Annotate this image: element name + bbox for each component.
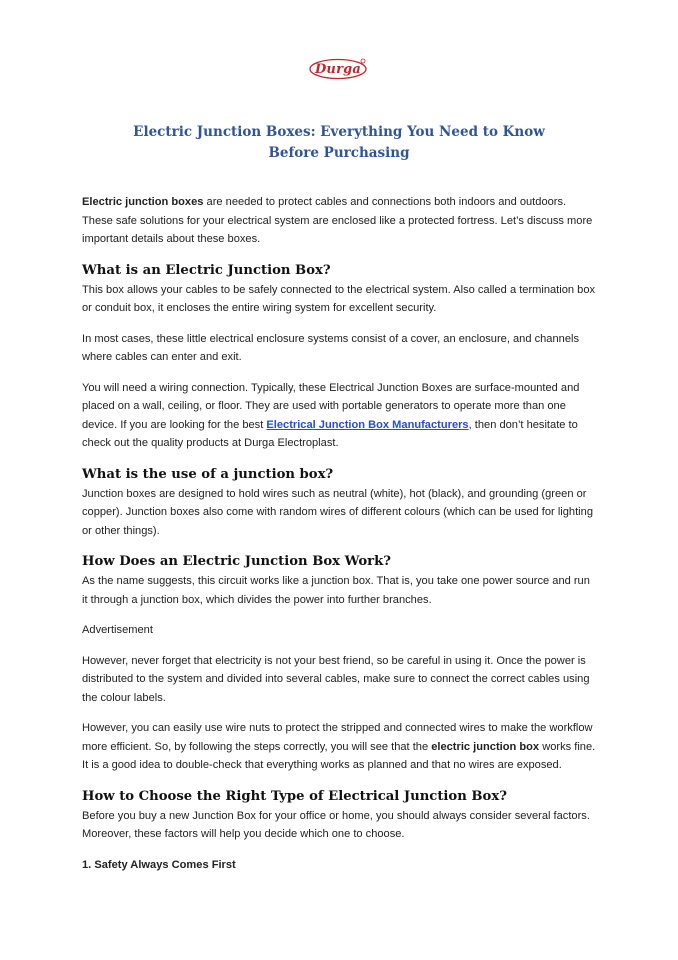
s3-p3-text-after: works fine. It is a good idea to double-check that everything works as planned and that no wires are exposed. [82, 740, 596, 771]
s1-paragraph-3 [82, 379, 598, 453]
article-body [82, 193, 598, 874]
s2-paragraph-1: Junction boxes are designed to hold wires such as neutral (white), hot (black), and grounding (green or copper). Junction boxes also come with random wires of different colours (which can be used for lighting or other things). [82, 487, 593, 537]
intro-text: are needed to protect cables and connections both indoors and outdoors. These safe solutions for your electrical system are enclosed like a protected fortress. Let’s discuss more important details about these boxes. [82, 196, 593, 245]
s3-paragraph-1: As the name suggests, this circuit works like a junction box. That is, you take one power source and run it through a junction box, which divides the power into further branches. [82, 575, 590, 606]
s1-p3-text-after: , then don’t hesitate to check out the quality products at Durga Electroplast. [82, 418, 578, 449]
manufacturers-link[interactable]: Electrical Junction Box Manufacturers [266, 418, 469, 431]
subheading-safety-first: 1. Safety Always Comes First [82, 858, 236, 871]
s1-p3-text-before: You will need a wiring connection. Typically, these Electrical Junction Boxes are surface-mounted and placed on a wall, ceiling, or floor. They are used with portable generators to operate more than one device. If you are looking for the best [82, 381, 580, 431]
durga-logo [308, 58, 368, 80]
heading-what-is-junction-box: What is an Electric Junction Box? [82, 262, 331, 278]
advertisement-label: Advertisement [82, 624, 153, 636]
intro-bold: Electric junction boxes [82, 196, 204, 208]
s1-paragraph-2: In most cases, these little electrical enclosure systems consist of a cover, an enclosure, and channels where cables can enter and exit. [82, 332, 579, 363]
s3-paragraph-3 [82, 719, 598, 775]
s1-paragraph-1: This box allows your cables to be safely connected to the electrical system. Also called a termination box or conduit box, it encloses the entire wiring system for excellent security. [82, 283, 596, 314]
heading-how-to-choose: How to Choose the Right Type of Electrical Junction Box? [82, 788, 507, 804]
s3-paragraph-2: However, never forget that electricity is not your best friend, so be careful in using it. Once the power is distributed to the system and divided into several cables, make sure to connect the correct cables using the colour labels. [82, 654, 590, 704]
title-line-2: Before Purchasing [268, 145, 410, 161]
heading-use-of-junction-box: What is the use of a junction box? [82, 466, 334, 482]
s3-p3-text-before: However, you can easily use wire nuts to protect the stripped and connected wires to make the workflow more efficient. So, by following the steps correctly, you will see that the [82, 722, 593, 753]
heading-how-it-works: How Does an Electric Junction Box Work? [82, 554, 391, 569]
s4-paragraph-1: Before you buy a new Junction Box for your office or home, you should always consider several factors. Moreover, these factors will help you decide which one to choose. [82, 809, 590, 840]
logo-text: Durga [314, 61, 362, 77]
page-title [60, 122, 618, 164]
s3-p3-bold: electric junction box [431, 740, 540, 753]
title-line-1: Electric Junction Boxes: Everything You Need to Know [133, 124, 545, 140]
intro-paragraph [82, 193, 598, 249]
